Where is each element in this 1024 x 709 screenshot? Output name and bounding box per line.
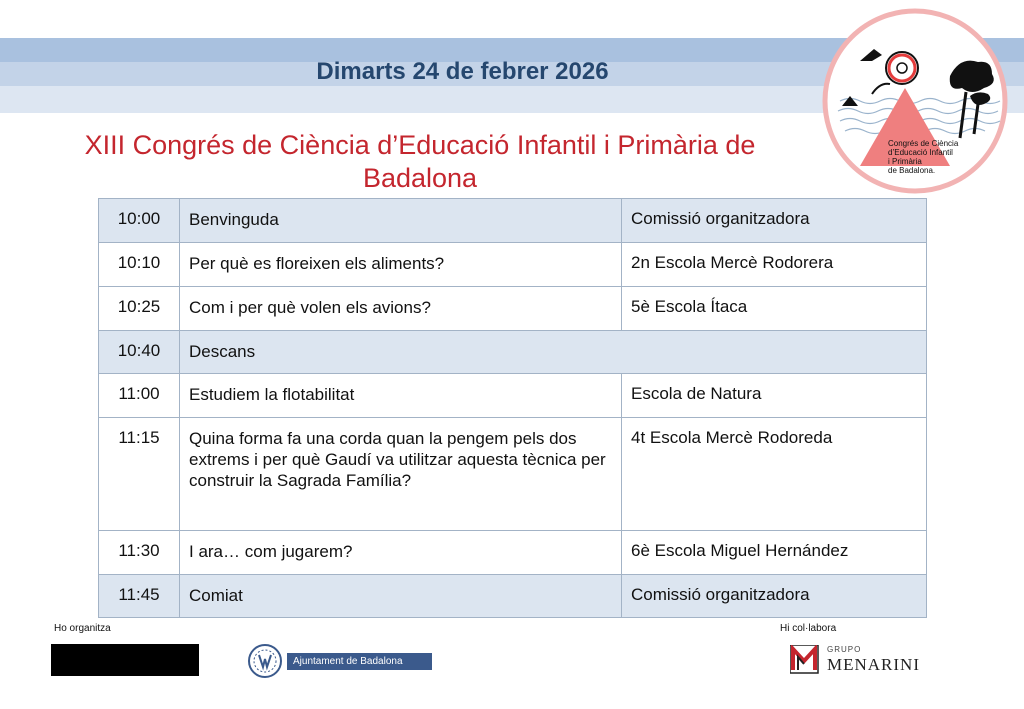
row-presenter: Comissió organitzadora xyxy=(622,575,927,618)
schedule-table xyxy=(98,198,927,618)
row-presenter: 6è Escola Miguel Hernández xyxy=(622,531,927,575)
row-time: 11:45 xyxy=(99,575,180,618)
schedule-row xyxy=(99,199,927,243)
congress-logo xyxy=(820,6,1010,196)
row-activity: Com i per què volen els avions? xyxy=(180,287,622,331)
schedule-row xyxy=(99,575,927,618)
schedule-row xyxy=(99,243,927,287)
schedule-row xyxy=(99,287,927,331)
row-time: 10:25 xyxy=(99,287,180,331)
menarini-group-label: GRUPO xyxy=(827,645,862,654)
schedule-row xyxy=(99,331,927,374)
ajuntament-logo xyxy=(247,643,403,684)
event-date: Dimarts 24 de febrer 2026 xyxy=(316,58,609,85)
row-time: 11:15 xyxy=(99,418,180,531)
city-seal-icon xyxy=(247,643,283,679)
schedule-row xyxy=(99,374,927,418)
row-activity: Per què es floreixen els aliments? xyxy=(180,243,622,287)
row-activity: I ara… com jugarem? xyxy=(180,531,622,575)
row-time: 11:00 xyxy=(99,374,180,418)
row-activity: Estudiem la flotabilitat xyxy=(180,374,622,418)
row-activity: Comiat xyxy=(180,575,622,618)
row-time: 11:30 xyxy=(99,531,180,575)
row-presenter: Escola de Natura xyxy=(622,374,927,418)
schedule-row xyxy=(99,418,927,531)
row-presenter: 4t Escola Mercè Rodoreda xyxy=(622,418,927,531)
logo-caption-4: de Badalona. xyxy=(888,166,936,175)
row-time: 10:40 xyxy=(99,331,180,374)
row-time: 10:10 xyxy=(99,243,180,287)
row-presenter: Comissió organitzadora xyxy=(622,199,927,243)
row-activity: Quina forma fa una corda quan la pengem pels dos extrems i per què Gaudí va utilitzar aquesta tècnica per construir la Sagrada Família? xyxy=(180,418,622,531)
page-title: XIII Congrés de Ciència d’Educació Infantil i Primària de Badalona xyxy=(84,130,756,193)
logo-caption-1: Congrés de Ciència xyxy=(888,139,959,148)
menarini-m-icon xyxy=(790,645,822,675)
schedule-row xyxy=(99,531,927,575)
logo-caption-2: d’Educació Infantil xyxy=(888,148,953,157)
row-activity: Descans xyxy=(180,331,927,374)
menarini-name-label: MENARINI xyxy=(827,655,920,674)
row-time: 10:00 xyxy=(99,199,180,243)
row-presenter: 5è Escola Ítaca xyxy=(622,287,927,331)
redacted-organizer-logo xyxy=(51,644,199,676)
row-presenter: 2n Escola Mercè Rodorera xyxy=(622,243,927,287)
row-activity: Benvinguda xyxy=(180,199,622,243)
menarini-logo xyxy=(790,643,920,677)
logo-caption-3: i Primària xyxy=(888,157,922,166)
ajuntament-label: Ajuntament de Badalona xyxy=(287,653,432,670)
organizer-label: Ho organitza xyxy=(54,623,111,634)
collaborator-label: Hi col·labora xyxy=(780,623,837,634)
